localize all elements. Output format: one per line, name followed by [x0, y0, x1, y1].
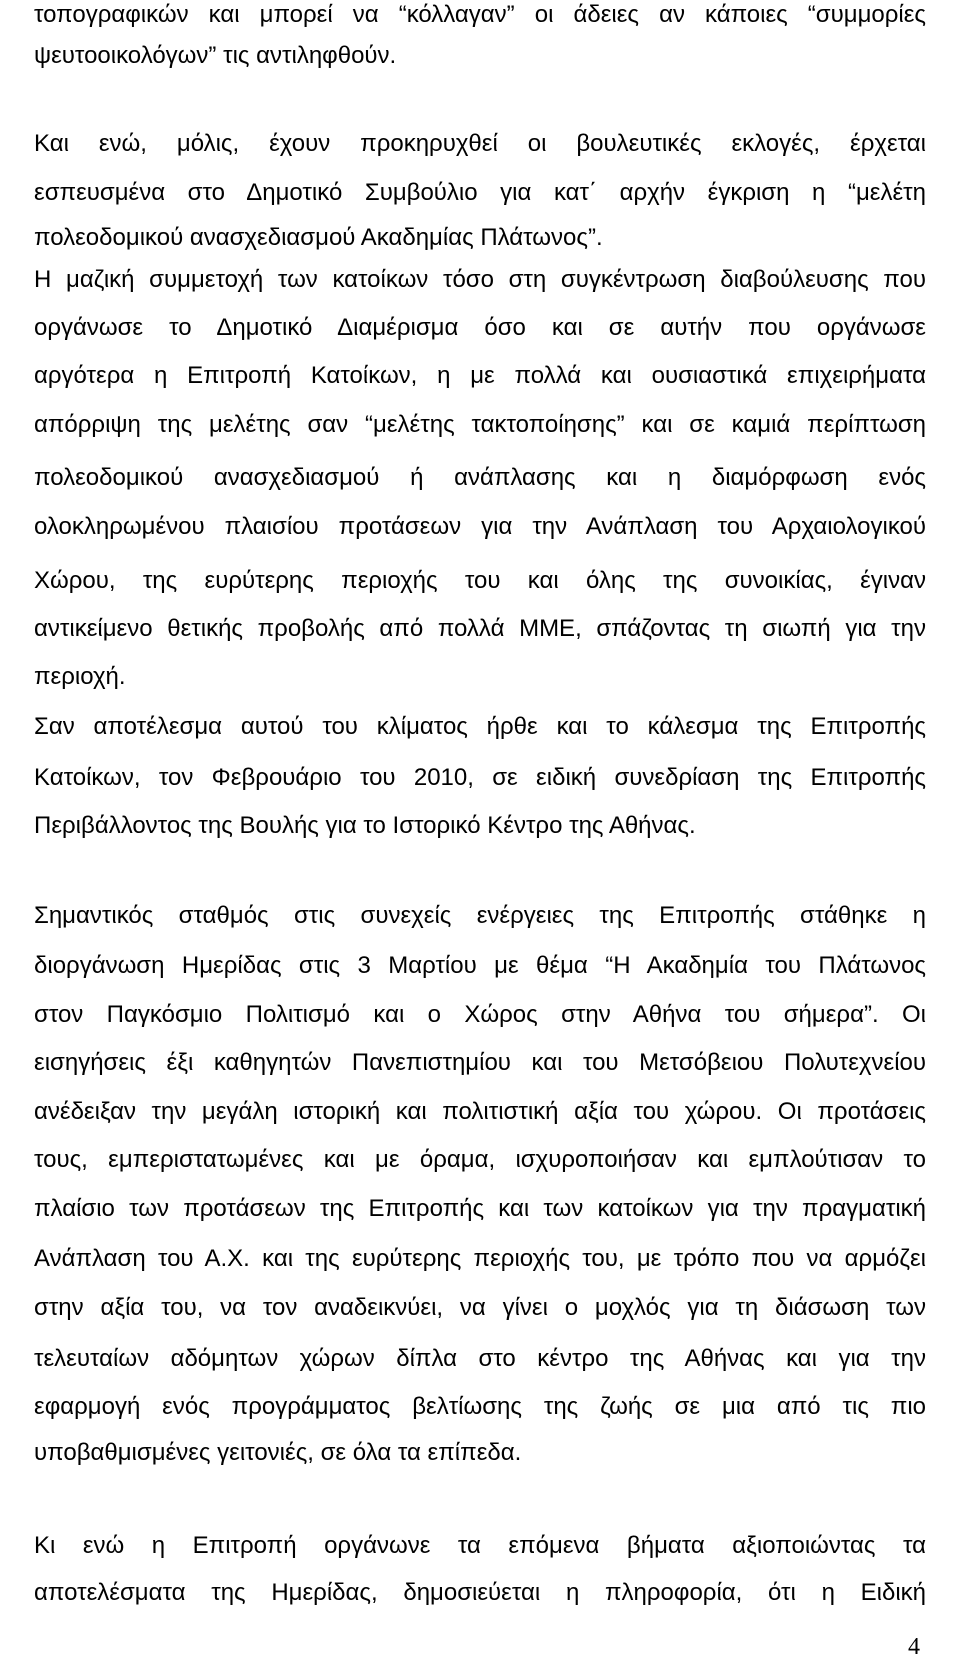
text-line: απόρριψη της μελέτης σαν “μελέτης τακτοποίησης” και σε καμιά περίπτωση — [34, 411, 926, 438]
text-line: Χώρου, της ευρύτερης περιοχής του και όλης της συνοικίας, έγιναν — [34, 567, 926, 594]
text-line: εισηγήσεις έξι καθηγητών Πανεπιστημίου και του Μετσόβειου Πολυτεχνείου — [34, 1049, 926, 1076]
text-line: τοπογραφικών και μπορεί να “κόλλαγαν” οι άδειες αν κάποιες “συμμορίες — [34, 1, 926, 28]
text-line: ολοκληρωμένου πλαισίου προτάσεων για την Ανάπλαση του Αρχαιολογικού — [34, 513, 926, 540]
text-line: ανέδειξαν την μεγάλη ιστορική και πολιτιστική αξία του χώρου. Οι προτάσεις — [34, 1098, 926, 1125]
text-line: πολεοδομικού ανασχεδιασμού ή ανάπλασης και η διαμόρφωση ενός — [34, 464, 926, 491]
text-line: διοργάνωση Ημερίδας στις 3 Μαρτίου με θέμα “Η Ακαδημία του Πλάτωνος — [34, 952, 926, 979]
text-line: Σαν αποτέλεσμα αυτού του κλίματος ήρθε και το κάλεσμα της Επιτροπής — [34, 713, 926, 740]
text-line: εσπευσμένα στο Δημοτικό Συμβούλιο για κατ΄ αρχήν έγκριση η “μελέτη — [34, 179, 926, 206]
text-line: Σημαντικός σταθμός στις συνεχείς ενέργειες της Επιτροπής στάθηκε η — [34, 902, 926, 929]
text-line: Κι ενώ η Επιτροπή οργάνωνε τα επόμενα βήματα αξιοποιώντας τα — [34, 1532, 926, 1559]
text-line: αντικείμενο θετικής προβολής από πολλά ΜΜΕ, σπάζοντας τη σιωπή για την — [34, 615, 926, 642]
text-line: τελευταίων αδόμητων χώρων δίπλα στο κέντρο της Αθήνας και για την — [34, 1345, 926, 1372]
text-line: Περιβάλλοντος της Βουλής για το Ιστορικό Κέντρο της Αθήνας. — [34, 812, 696, 839]
text-line: Κατοίκων, τον Φεβρουάριο του 2010, σε ειδική συνεδρίαση της Επιτροπής — [34, 764, 926, 791]
text-line: Και ενώ, μόλις, έχουν προκηρυχθεί οι βουλευτικές εκλογές, έρχεται — [34, 130, 926, 157]
text-line: ψευτοοικολόγων” τις αντιληφθούν. — [34, 42, 397, 69]
page-number: 4 — [908, 1634, 920, 1660]
text-line: Η μαζική συμμετοχή των κατοίκων τόσο στη συγκέντρωση διαβούλευσης που — [34, 266, 926, 293]
text-line: αποτελέσματα της Ημερίδας, δημοσιεύεται η πληροφορία, ότι η Ειδική — [34, 1579, 926, 1606]
text-line: πλαίσιο των προτάσεων της Επιτροπής και των κατοίκων για την πραγματική — [34, 1195, 926, 1222]
text-line: αργότερα η Επιτροπή Κατοίκων, η με πολλά και ουσιαστικά επιχειρήματα — [34, 362, 926, 389]
text-line: υποβαθμισμένες γειτονιές, σε όλα τα επίπεδα. — [34, 1439, 522, 1466]
text-line: στην αξία του, να τον αναδεικνύει, να γίνει ο μοχλός για τη διάσωση των — [34, 1294, 926, 1321]
text-line: τους, εμπεριστατωμένες και με όραμα, ισχυροποιήσαν και εμπλούτισαν το — [34, 1146, 926, 1173]
text-line: Ανάπλαση του Α.Χ. και της ευρύτερης περιοχής του, με τρόπο που να αρμόζει — [34, 1245, 926, 1272]
text-line: εφαρμογή ενός προγράμματος βελτίωσης της ζωής σε μια από τις πιο — [34, 1393, 926, 1420]
text-line: οργάνωσε το Δημοτικό Διαμέρισμα όσο και σε αυτήν που οργάνωσε — [34, 314, 926, 341]
text-line: πολεοδομικού ανασχεδιασμού Ακαδημίας Πλάτωνος”. — [34, 224, 603, 251]
text-line: περιοχή. — [34, 663, 126, 690]
text-line: στον Παγκόσμιο Πολιτισμό και ο Χώρος στην Αθήνα του σήμερα”. Οι — [34, 1001, 926, 1028]
